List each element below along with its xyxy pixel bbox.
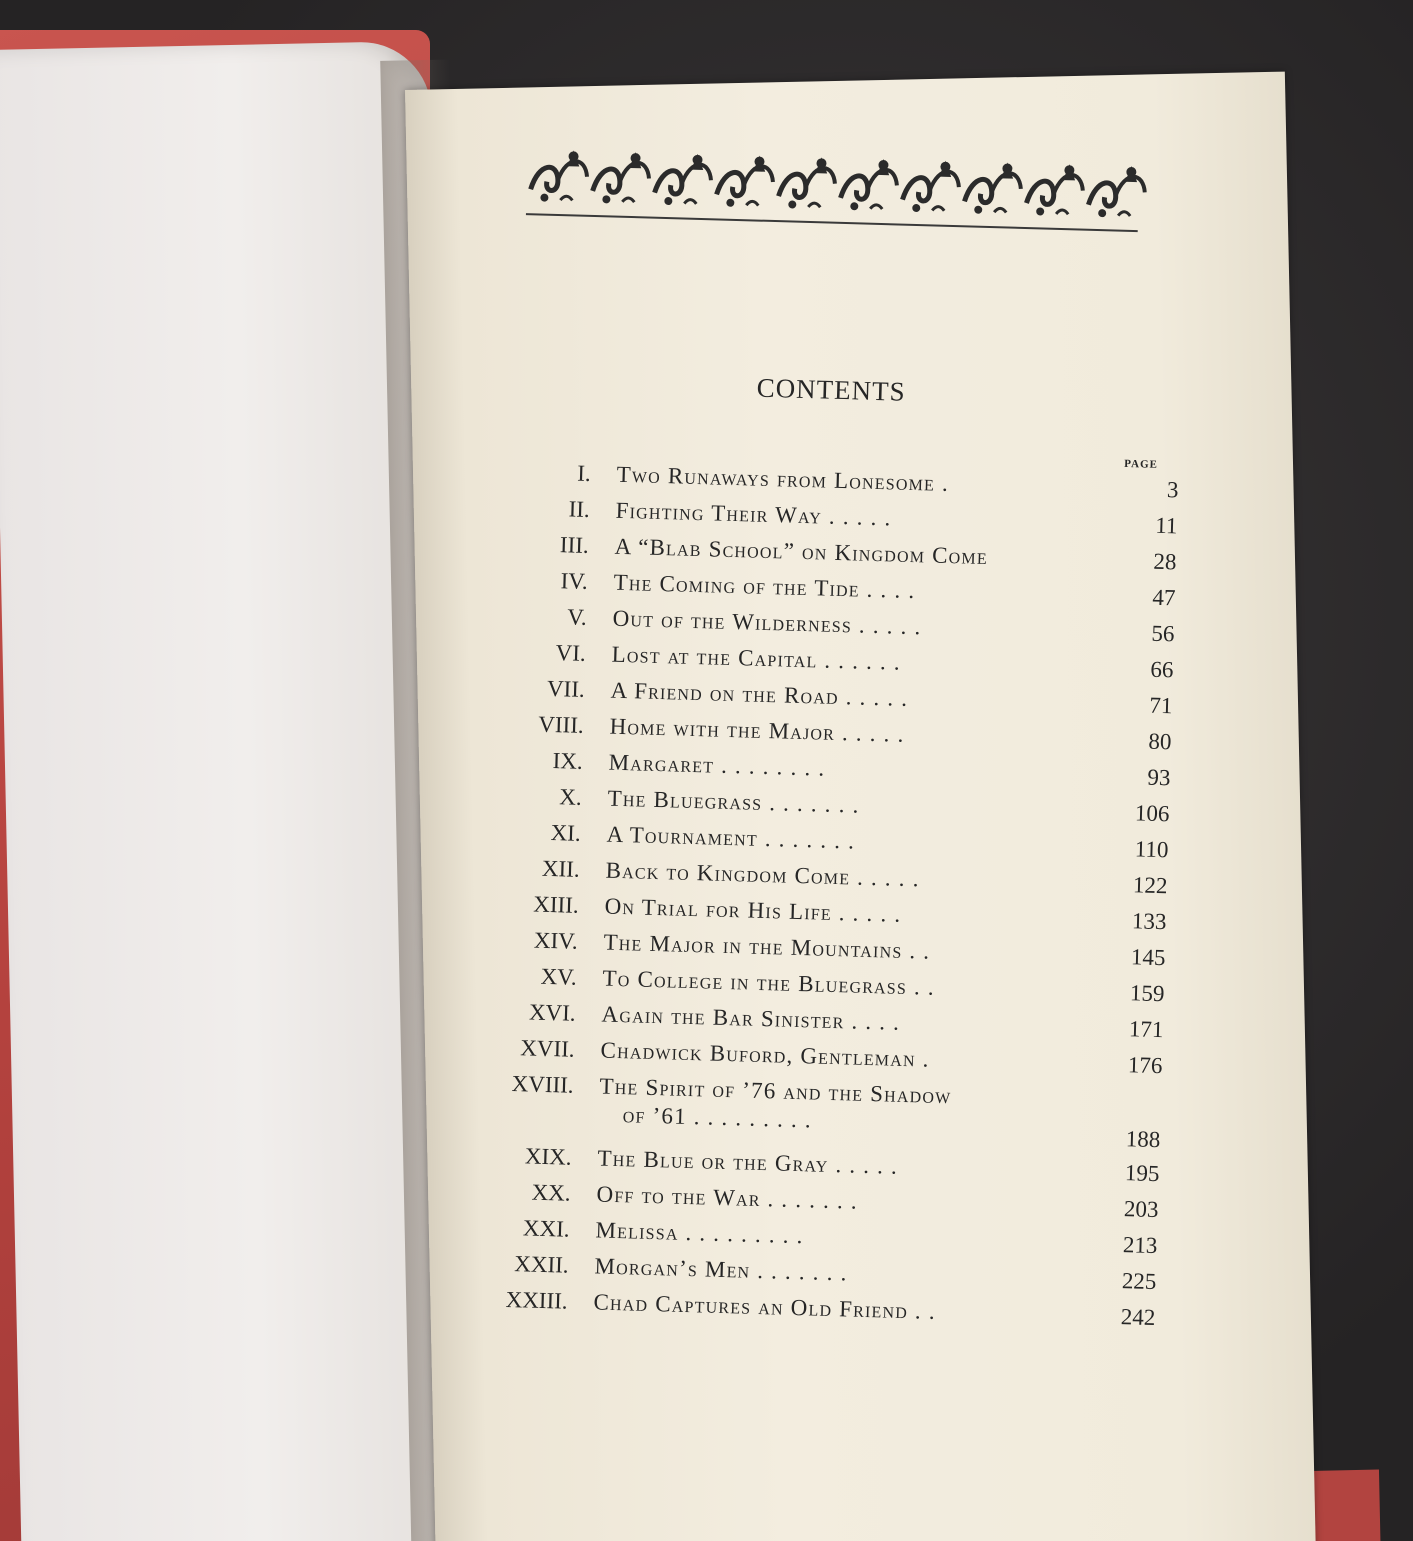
page-number: 203 [1123, 1196, 1159, 1223]
page-number: 242 [1120, 1304, 1156, 1331]
chapter-title [598, 1073, 951, 1137]
chapter-title: Again the Bar Sinister . . . . [601, 1001, 901, 1035]
page-number: 66 [1150, 656, 1174, 683]
chapter-title: A Friend on the Road . . . . . [610, 677, 909, 711]
chapter-title: Two Runaways from Lonesome . [616, 461, 950, 497]
page-number: 171 [1128, 1016, 1164, 1043]
page-number: 188 [1125, 1126, 1161, 1153]
chapter-number: XXI. [522, 1215, 570, 1242]
page-number: 133 [1131, 908, 1167, 935]
page-title: CONTENTS [756, 372, 907, 407]
chapter-number: XII. [541, 855, 581, 882]
page-number: 159 [1129, 980, 1165, 1007]
page-number: 3 [1166, 477, 1179, 503]
page-number: 47 [1152, 584, 1176, 611]
chapter-number: XI. [550, 820, 582, 846]
chapter-title: To College in the Bluegrass . . [602, 965, 936, 1000]
chapter-title: Melissa . . . . . . . . . [595, 1217, 805, 1249]
chapter-number: XVI. [528, 999, 576, 1026]
chapter-number: XVIII. [511, 1071, 574, 1098]
page-number: 56 [1151, 620, 1175, 647]
page-number: 110 [1134, 836, 1169, 863]
chapter-number: XIX. [524, 1143, 572, 1170]
chapter-number: XIII. [532, 891, 580, 918]
chapter-title: Chad Captures an Old Friend . . [593, 1289, 937, 1324]
chapter-number: VIII. [538, 711, 585, 738]
chapter-title: On Trial for His Life . . . . . [604, 893, 902, 927]
page-number: 122 [1132, 872, 1168, 899]
chapter-title: Lost at the Capital . . . . . . [611, 641, 902, 675]
chapter-title: The Bluegrass . . . . . . . [607, 785, 860, 818]
chapter-title: A Tournament . . . . . . . [606, 821, 856, 854]
page-number: 93 [1147, 764, 1171, 791]
chapter-title: Back to Kingdom Come . . . . . [605, 857, 921, 892]
chapter-number: XX. [531, 1179, 571, 1206]
chapter-number: X. [558, 784, 583, 810]
chapter-number: V. [566, 604, 588, 630]
chapter-number: VII. [546, 675, 586, 702]
page-number: 11 [1154, 512, 1178, 539]
chapter-title: The Coming of the Tide . . . . [613, 569, 916, 604]
chapter-title-line1: The Spirit of ’76 and the Shadow [599, 1073, 952, 1109]
table-of-contents [455, 458, 1179, 1341]
contents-text-block [454, 140, 1208, 1380]
page-number: 106 [1134, 800, 1170, 827]
chapter-title: Off to the War . . . . . . . [596, 1181, 859, 1214]
chapter-title: The Blue or the Gray . . . . . [597, 1145, 899, 1179]
chapter-number: IX. [552, 748, 584, 774]
page-column-header: PAGE [1124, 457, 1159, 471]
chapter-number: VI. [555, 640, 587, 666]
chapter-number: I. [576, 460, 592, 486]
chapter-number: XXIII. [505, 1286, 568, 1314]
chapter-number: XIV. [533, 927, 579, 954]
page-number: 145 [1130, 944, 1166, 971]
page-number: 195 [1124, 1160, 1160, 1187]
chapter-number: XXII. [513, 1251, 569, 1278]
chapter-title: Margaret . . . . . . . . [608, 749, 826, 781]
page-number: 71 [1149, 692, 1173, 719]
chapter-number: II. [568, 496, 591, 522]
page-number: 176 [1127, 1052, 1163, 1079]
chapter-title: Morgan’s Men . . . . . . . [594, 1253, 848, 1286]
chapter-number: IV. [560, 568, 589, 594]
chapter-number: XVII. [520, 1035, 575, 1062]
page-number: 80 [1148, 728, 1172, 755]
chapter-number: III. [559, 532, 590, 558]
chapter-number: XV. [540, 963, 578, 990]
chapter-title: Chadwick Buford, Gentleman . [600, 1037, 931, 1072]
chapter-title: A “Blab School” on Kingdom Come [614, 533, 989, 570]
chapter-title: Out of the Wilderness . . . . . [612, 605, 922, 640]
chapter-title-line2: of ’61 . . . . . . . . . [622, 1102, 813, 1133]
chapter-title: Fighting Their Way . . . . . [615, 497, 892, 531]
page-number: 213 [1122, 1232, 1158, 1259]
chapter-title: Home with the Major . . . . . [609, 713, 905, 747]
page-number: 225 [1121, 1268, 1157, 1295]
page-number: 28 [1153, 548, 1177, 575]
chapter-title: The Major in the Mountains . . [603, 929, 931, 964]
